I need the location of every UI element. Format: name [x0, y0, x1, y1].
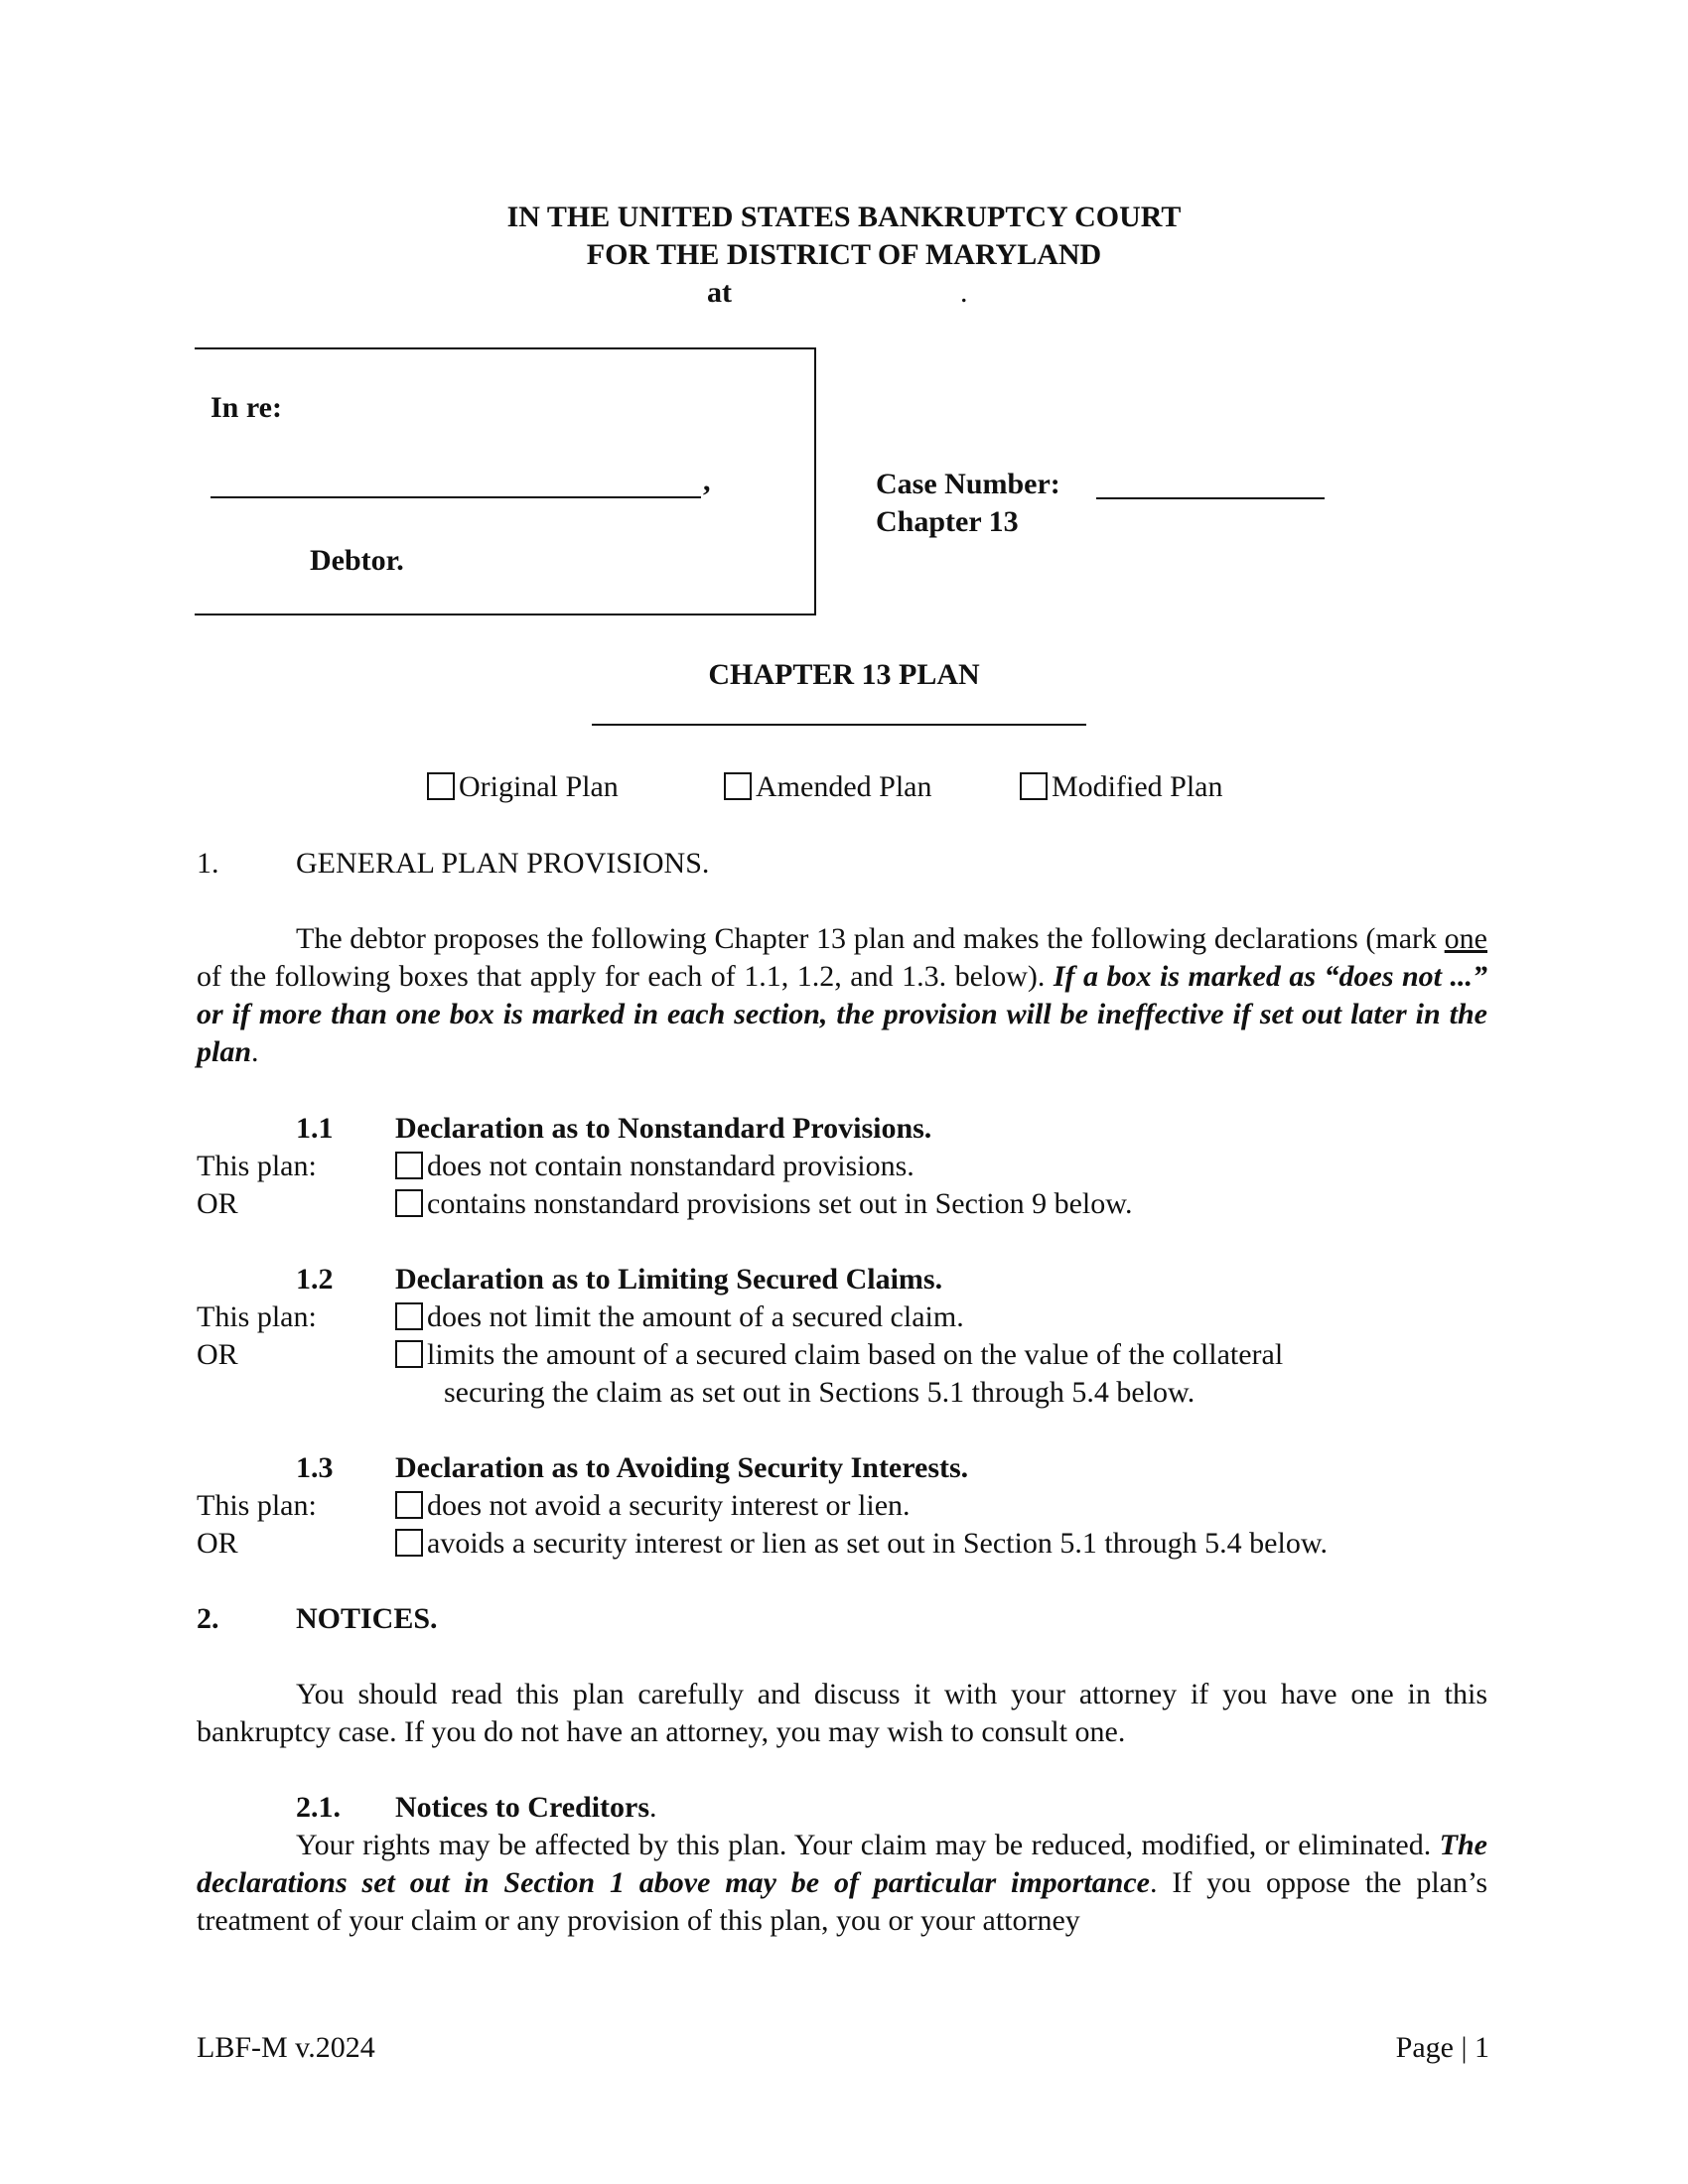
subsection-2-1-paragraph: [197, 1827, 1487, 1940]
plan-type-label: Original Plan: [459, 770, 619, 803]
plan-type-amended[interactable]: [724, 768, 931, 806]
option-label: does not contain nonstandard provisions.: [427, 1150, 914, 1182]
this-plan-label: This plan:: [197, 1489, 317, 1522]
plan-type-label: Modified Plan: [1052, 770, 1223, 803]
option-label: avoids a security interest or lien as set out in Section 5.1 through 5.4 below.: [427, 1527, 1329, 1560]
intro-text: The debtor proposes the following Chapter 13 plan and makes the following declarations (mark: [296, 922, 1445, 955]
checkbox[interactable]: [724, 772, 752, 800]
debtor-name-field[interactable]: [211, 477, 701, 498]
option-label: contains nonstandard provisions set out in Section 9 below.: [427, 1187, 1133, 1220]
declaration-1-3-heading: Declaration as to Avoiding Security Interests.: [395, 1451, 969, 1484]
or-label: OR: [197, 1338, 238, 1371]
debtor-name-comma: ,: [703, 465, 711, 497]
chapter-label: Chapter 13: [876, 505, 1019, 538]
intro-text: of the following boxes that apply for each of 1.1, 1.2, and 1.3. below).: [197, 960, 1054, 993]
court-name: IN THE UNITED STATES BANKRUPTCY COURT: [506, 201, 1182, 233]
declaration-1-2-option-a[interactable]: [395, 1298, 964, 1336]
plan-type-original[interactable]: [427, 768, 619, 806]
section-2-paragraph: You should read this plan carefully and discuss it with your attorney if you have one in this bankruptcy case. If you do not have an attorney, you may wish to consult one.: [197, 1678, 1487, 1748]
title-rule: [592, 724, 1086, 726]
section-1-heading: GENERAL PLAN PROVISIONS.: [296, 847, 710, 880]
case-number-field[interactable]: [1096, 479, 1325, 499]
paragraph-text: Your rights may be affected by this plan. Your claim may be reduced, modified, or eliminated.: [296, 1829, 1440, 1861]
court-location-label: at: [707, 276, 732, 309]
section-2-heading: NOTICES.: [296, 1602, 438, 1635]
checkbox[interactable]: [1020, 772, 1048, 800]
declaration-1-3-option-b[interactable]: [395, 1525, 1328, 1563]
paragraph-text: . If you oppose the plan’s treatment of your claim or any provision of this plan, you or your attorney: [197, 1866, 1488, 1937]
subsection-heading-period: .: [649, 1791, 657, 1824]
checkbox[interactable]: [395, 1529, 423, 1557]
intro-warning: If a box is marked as “does not ...” or if more than one box is marked in each section, the provision will be ineffective if set out later in the plan: [197, 960, 1488, 1068]
plan-type-modified[interactable]: [1020, 768, 1223, 806]
declaration-1-1-number: 1.1: [296, 1112, 334, 1145]
option-continuation: securing the claim as set out in Sections 5.1 through 5.4 below.: [444, 1376, 1196, 1409]
option-label: limits the amount of a secured claim based on the value of the collateral: [427, 1338, 1284, 1371]
checkbox[interactable]: [395, 1189, 423, 1217]
intro-text: .: [251, 1035, 259, 1068]
section-1-number: 1.: [197, 847, 219, 880]
declaration-1-3-option-a[interactable]: [395, 1487, 911, 1525]
case-number-label: Case Number:: [876, 468, 1060, 500]
subsection-heading-text: Notices to Creditors: [395, 1791, 650, 1824]
declaration-1-1-heading: Declaration as to Nonstandard Provisions.: [395, 1112, 932, 1145]
declaration-1-1-option-a[interactable]: [395, 1148, 914, 1185]
declaration-1-1-option-b[interactable]: [395, 1185, 1132, 1223]
checkbox[interactable]: [395, 1302, 423, 1330]
section-1-intro: [197, 920, 1487, 1071]
or-label: OR: [197, 1187, 238, 1220]
option-label: does not avoid a security interest or lien.: [427, 1489, 911, 1522]
subsection-2-1-number: 2.1.: [296, 1791, 341, 1824]
this-plan-label: This plan:: [197, 1300, 317, 1333]
checkbox[interactable]: [395, 1491, 423, 1519]
checkbox[interactable]: [395, 1340, 423, 1368]
declaration-1-2-option-b[interactable]: [395, 1336, 1283, 1374]
court-district: FOR THE DISTRICT OF MARYLAND: [586, 238, 1102, 271]
or-label: OR: [197, 1527, 238, 1560]
footer-page-number: Page | 1: [1395, 2031, 1489, 2064]
plan-title: CHAPTER 13 PLAN: [708, 658, 980, 691]
in-re-label: In re:: [211, 391, 282, 424]
section-2-number: 2.: [197, 1602, 219, 1635]
declaration-1-2-number: 1.2: [296, 1263, 334, 1296]
plan-type-label: Amended Plan: [756, 770, 932, 803]
declaration-1-2-heading: Declaration as to Limiting Secured Claims.: [395, 1263, 943, 1296]
subsection-2-1-heading: [395, 1789, 657, 1827]
declaration-1-3-number: 1.3: [296, 1451, 334, 1484]
intro-one: one: [1444, 922, 1487, 955]
checkbox[interactable]: [395, 1152, 423, 1179]
paragraph-emphasis: The declarations set out in Section 1 above may be of particular importance: [197, 1829, 1487, 1899]
this-plan-label: This plan:: [197, 1150, 317, 1182]
footer-form-id: LBF-M v.2024: [197, 2031, 375, 2064]
debtor-label: Debtor.: [310, 544, 404, 577]
option-label: does not limit the amount of a secured claim.: [427, 1300, 964, 1333]
court-location-period: .: [960, 276, 968, 309]
checkbox[interactable]: [427, 772, 455, 800]
